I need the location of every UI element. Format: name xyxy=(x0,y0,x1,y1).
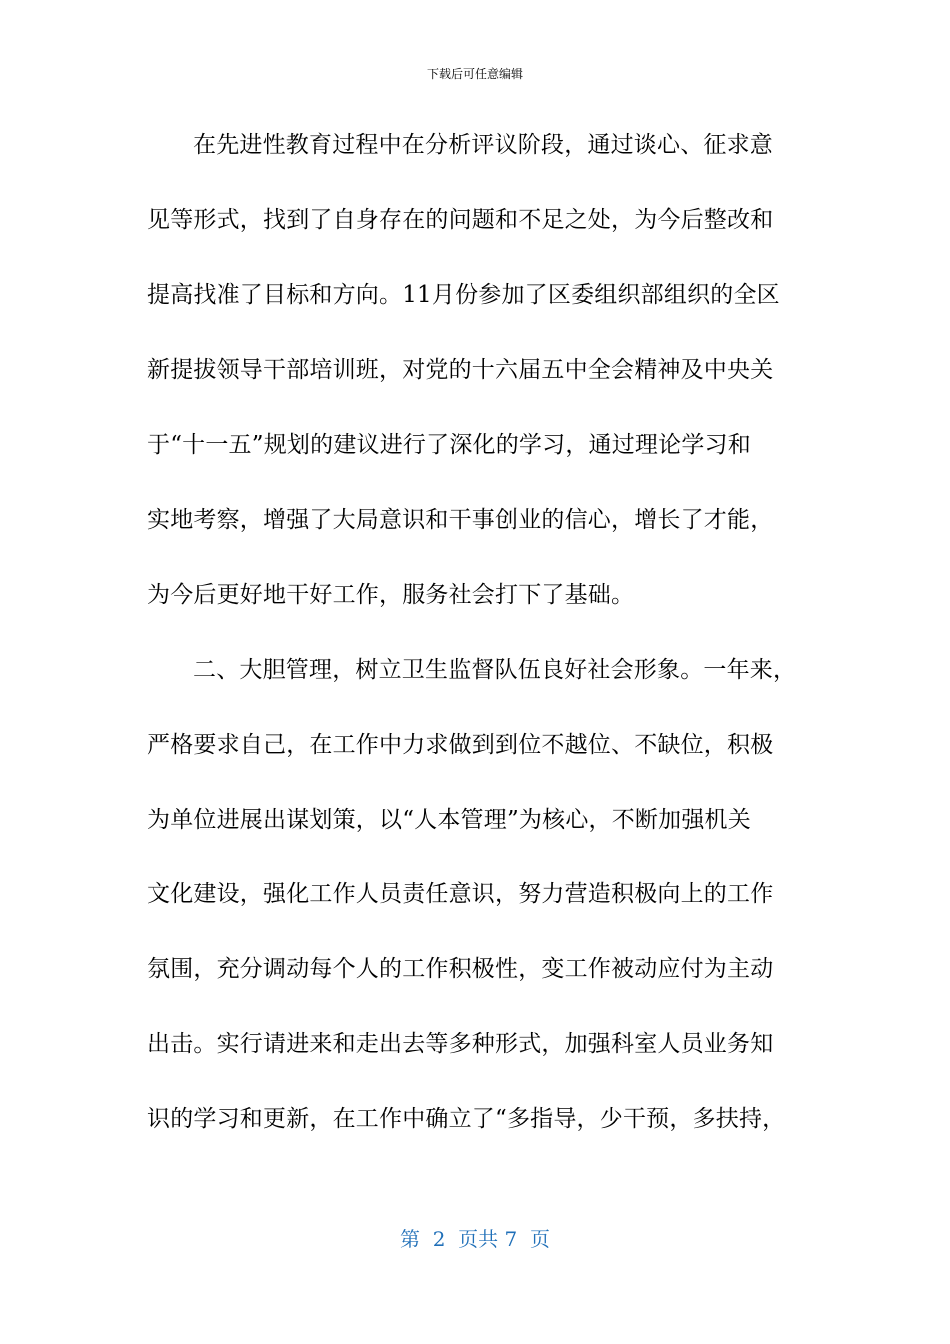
paragraph-line: 二、大胆管理，树立卫生监督队伍良好社会形象。一年来， xyxy=(193,657,797,683)
paragraph-line: 严格要求自己，在工作中力求做到到位不越位、不缺位，积极 xyxy=(147,732,774,758)
paragraph-line: 于“十一五”规划的建议进行了深化的学习，通过理论学习和 xyxy=(147,432,751,458)
paragraph-line: 为今后更好地干好工作，服务社会打下了基础。 xyxy=(147,582,635,608)
page-number-footer: 第 2 页共 7 页 xyxy=(400,1227,550,1251)
paragraph-line: 为单位进展出谋划策，以“人本管理”为核心，不断加强机关 xyxy=(147,807,751,833)
paragraph-line: 新提拔领导干部培训班，对党的十六届五中全会精神及中央关 xyxy=(147,357,774,383)
paragraph-line: 在先进性教育过程中在分析评议阶段，通过谈心、征求意 xyxy=(193,132,773,158)
paragraph-line: 见等形式，找到了自身存在的问题和不足之处，为今后整改和 xyxy=(147,207,774,233)
paragraph-line: 文化建设，强化工作人员责任意识，努力营造积极向上的工作 xyxy=(147,881,774,907)
paragraph-line: 氛围，充分调动每个人的工作积极性，变工作被动应付为主动 xyxy=(147,956,774,982)
paragraph-line: 识的学习和更新，在工作中确立了“多指导，少干预，多扶持， xyxy=(147,1106,786,1132)
paragraph-line: 出击。实行请进来和走出去等多种形式，加强科室人员业务知 xyxy=(147,1031,774,1057)
paragraph-line: 提高找准了目标和方向。11月份参加了区委组织部组织的全区 xyxy=(147,282,780,308)
paragraph-line: 实地考察，增强了大局意识和干事创业的信心，增长了才能， xyxy=(147,507,774,533)
page-header: 下载后可任意编辑 xyxy=(426,67,523,81)
